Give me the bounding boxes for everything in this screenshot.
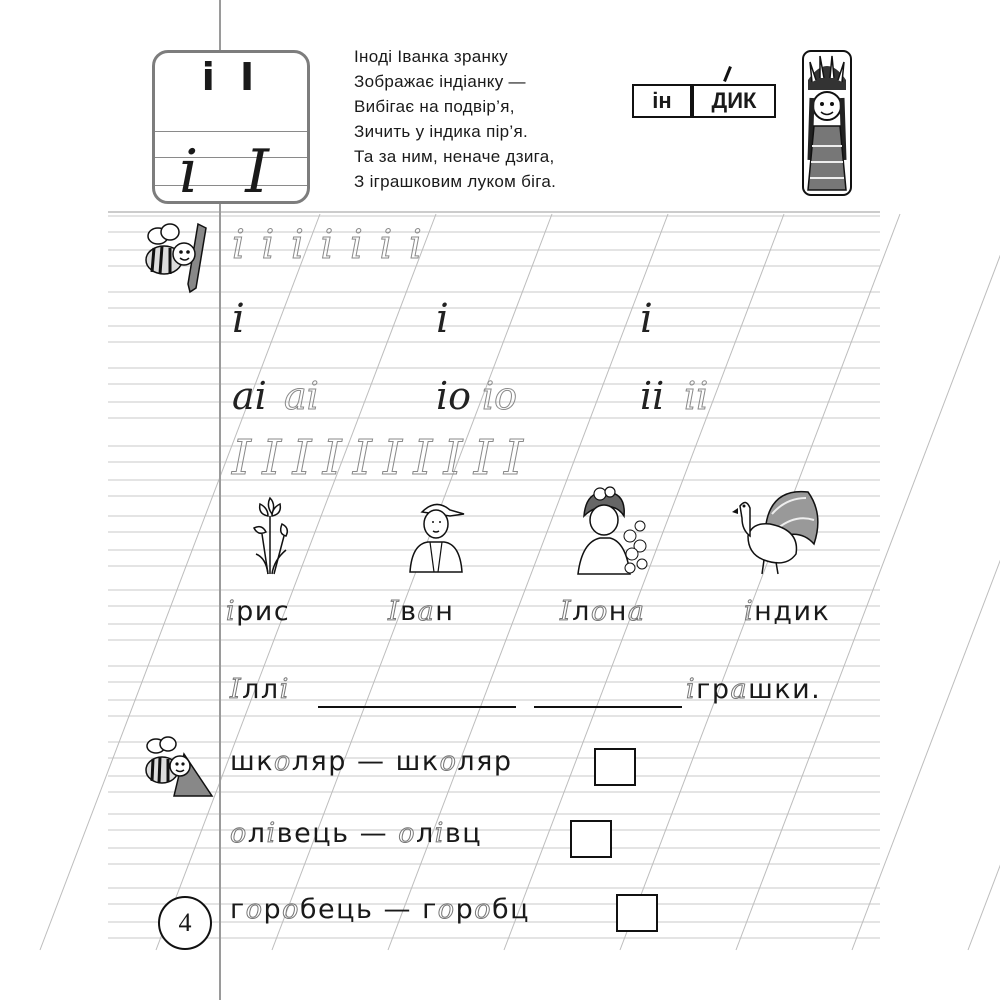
letter-script: і І: [179, 137, 283, 204]
poem-line: Іноді Іванка зранку: [354, 47, 508, 66]
bee-with-triangle-icon: [140, 736, 216, 800]
bee-with-pencil-icon: [138, 218, 216, 296]
syllable-box-in: ін: [632, 84, 692, 118]
boy-icon: [406, 496, 466, 574]
syllable-box-dyk: ДИК: [692, 84, 776, 118]
iris-flower-icon: [246, 494, 294, 576]
trace-row-i-capital: І І І І І І І І І І: [232, 430, 521, 486]
word-ivan: Іван: [388, 596, 455, 627]
answer-blank-2[interactable]: [534, 706, 682, 708]
trace-i-3: і: [640, 296, 653, 342]
trace-io-dotted: іо: [482, 374, 518, 418]
trace-io-solid: іо: [436, 374, 472, 418]
pair-olivets: олівець — олівц: [230, 818, 483, 849]
pair-horobets: горобець — горобц: [230, 894, 530, 925]
word-indyk: індик: [744, 596, 831, 627]
sentence-end: іграшки.: [686, 674, 822, 705]
pair-shkoliar: школяр — школяр: [230, 746, 513, 777]
answer-box-2[interactable]: [570, 820, 612, 858]
sentence-start: Іллі: [230, 674, 290, 705]
turkey-icon: [726, 484, 822, 576]
poem: [354, 44, 654, 194]
answer-box-3[interactable]: [616, 894, 658, 932]
poem-line: Зображає індіанку —: [354, 72, 526, 91]
answer-box-1[interactable]: [594, 748, 636, 786]
trace-ii-solid: іі: [640, 374, 665, 418]
word-ilona: Ілона: [560, 596, 646, 627]
trace-row-i-small: і і і і і і і: [232, 222, 424, 268]
answer-blank-1[interactable]: [318, 706, 516, 708]
word-iris: ірис: [226, 596, 291, 627]
trace-i-1: і: [232, 296, 245, 342]
letter-print: і І: [201, 55, 261, 99]
trace-ai-dotted: аі: [284, 374, 319, 418]
page-number: 4: [158, 896, 212, 950]
poem-line: Та за ним, неначе дзига,: [354, 147, 555, 166]
trace-ii-dotted: іі: [684, 374, 709, 418]
trace-i-2: і: [436, 296, 449, 342]
poem-line: Вибігає на подвір’я,: [354, 97, 515, 116]
poem-line: Зичить у індика пір’я.: [354, 122, 529, 141]
trace-ai-solid: аі: [232, 374, 267, 418]
poem-line: З іграшковим луком біга.: [354, 172, 557, 191]
indian-girl-icon: [802, 50, 852, 196]
girl-with-flowers-icon: [574, 486, 648, 576]
letter-card: [152, 50, 310, 204]
